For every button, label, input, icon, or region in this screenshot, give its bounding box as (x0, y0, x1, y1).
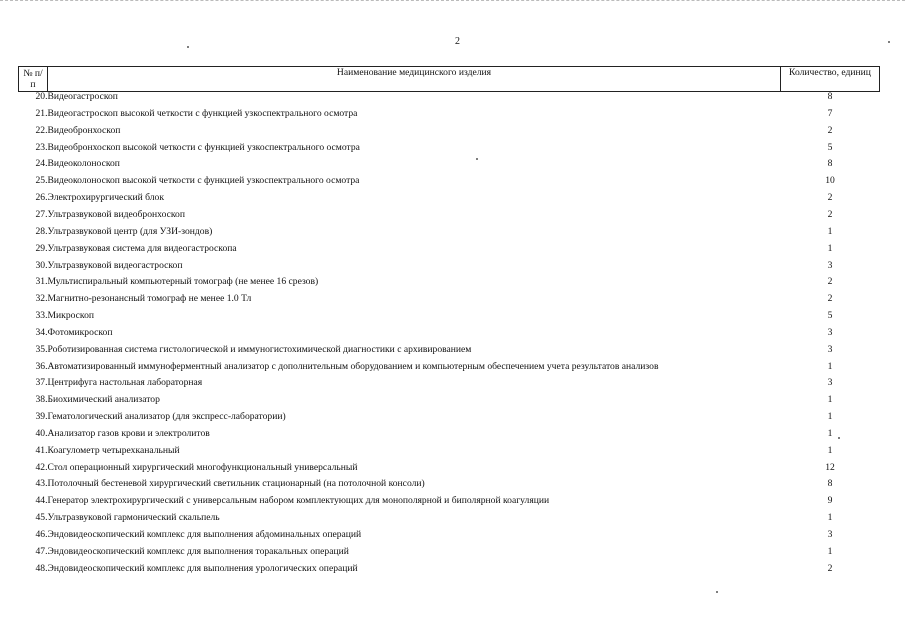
table-row (19, 530, 880, 547)
row-number: 40. (35, 427, 48, 439)
table-row (19, 395, 880, 412)
medical-devices-table (18, 66, 880, 581)
device-quantity: 8 (827, 91, 833, 103)
device-name: Биохимический анализатор (47, 394, 160, 406)
table-row (19, 244, 880, 261)
header-number: № п/п (19, 67, 48, 92)
device-name: Видеобронхоскоп высокой четкости с функцией узкоспектрального осмотра (47, 141, 360, 153)
device-quantity: 1 (827, 394, 833, 406)
row-number: 41. (35, 444, 48, 456)
device-quantity: 7 (827, 107, 833, 119)
device-name: Генератор электрохирургический с универсальным набором комплектующих для монополярной и биполярной коагуляции (47, 495, 550, 507)
device-quantity: 1 (827, 545, 833, 557)
table-row (19, 311, 880, 328)
row-number: 32. (35, 293, 48, 305)
device-quantity: 12 (825, 461, 835, 473)
device-quantity: 8 (827, 478, 833, 490)
table-row (19, 143, 880, 160)
table-row (19, 227, 880, 244)
table-row (19, 210, 880, 227)
device-quantity: 2 (827, 562, 833, 574)
row-number: 22. (35, 124, 48, 136)
device-name: Ультразвуковой видеогастроскоп (47, 259, 183, 271)
row-number: 27. (35, 208, 48, 220)
device-name: Магнитно-резонансный томограф не менее 1.0 Тл (47, 293, 252, 305)
device-name: Видеогастроскоп (47, 91, 118, 103)
row-number: 29. (35, 242, 48, 254)
table-row (19, 92, 880, 109)
row-number: 24. (35, 158, 48, 170)
scan-speck (187, 46, 189, 48)
table-row (19, 412, 880, 429)
row-number: 26. (35, 192, 48, 204)
device-quantity: 8 (827, 158, 833, 170)
table-row (19, 362, 880, 379)
row-number: 21. (35, 107, 48, 119)
table-row (19, 564, 880, 581)
device-quantity: 2 (827, 192, 833, 204)
row-number: 48. (35, 562, 48, 574)
table-row (19, 261, 880, 278)
device-name: Ультразвуковой видеобронхоскоп (47, 208, 185, 220)
device-quantity: 3 (827, 259, 833, 271)
row-number: 44. (35, 495, 48, 507)
table-row (19, 446, 880, 463)
row-number: 45. (35, 512, 48, 524)
device-name: Мультиспиральный компьютерный томограф (не менее 16 срезов) (47, 276, 319, 288)
table-row (19, 159, 880, 176)
device-quantity: 5 (827, 310, 833, 322)
table-row (19, 193, 880, 210)
row-number: 36. (35, 360, 48, 372)
row-number: 42. (35, 461, 48, 473)
row-number: 33. (35, 310, 48, 322)
row-number: 35. (35, 343, 48, 355)
device-name: Микроскоп (47, 310, 95, 322)
device-name: Ультразвуковая система для видеогастроскопа (47, 242, 237, 254)
row-number: 39. (35, 411, 48, 423)
device-name: Гематологический анализатор (для экспресс-лаборатории) (47, 411, 286, 423)
scan-speck (888, 41, 890, 43)
table-row (19, 513, 880, 530)
table-row (19, 126, 880, 143)
device-name: Видеоколоноскоп (47, 158, 120, 170)
device-name: Потолочный бестеневой хирургический светильник стационарный (на потолочной консоли) (47, 478, 425, 490)
table-header-row (19, 67, 880, 92)
table-row (19, 345, 880, 362)
row-number: 23. (35, 141, 48, 153)
header-device-name: Наименование медицинского изделия (48, 67, 781, 92)
table-body (19, 92, 880, 581)
device-name: Эндовидеоскопический комплекс для выполнения абдоминальных операций (47, 529, 362, 540)
device-quantity: 2 (827, 124, 833, 136)
device-name: Видеобронхоскоп (47, 124, 121, 136)
row-number: 28. (35, 225, 48, 237)
device-quantity: 1 (827, 512, 833, 524)
device-quantity: 10 (825, 175, 835, 187)
device-name: Анализатор газов крови и электролитов (47, 427, 210, 439)
device-name: Ультразвуковой гармонический скальпель (47, 512, 220, 524)
row-number: 46. (35, 529, 48, 540)
scan-speck (716, 591, 718, 593)
row-number: 25. (35, 175, 48, 187)
scan-top-edge (0, 0, 905, 2)
row-number: 34. (35, 326, 48, 338)
device-name: Центрифуга настольная лабораторная (47, 377, 203, 389)
device-quantity: 1 (827, 242, 833, 254)
table-row (19, 277, 880, 294)
device-name: Автоматизированный иммуноферментный анализатор с дополнительным оборудованием и компьютерным обеспечением учета результатов анализов (47, 360, 659, 372)
table-row (19, 328, 880, 345)
device-quantity: 1 (827, 411, 833, 423)
device-name: Эндовидеоскопический комплекс для выполнения торакальных операций (47, 545, 349, 557)
device-name: Электрохирургический блок (47, 192, 165, 204)
device-name: Стол операционный хирургический многофункциональный универсальный (47, 461, 358, 473)
row-number: 38. (35, 394, 48, 406)
device-quantity: 1 (827, 225, 833, 237)
device-quantity: 2 (827, 208, 833, 220)
table-row (19, 378, 880, 395)
device-quantity: 9 (827, 495, 833, 507)
device-name: Видеоколоноскоп высокой четкости с функцией узкоспектрального осмотра (47, 175, 360, 187)
row-number: 31. (35, 276, 48, 288)
row-number: 37. (35, 377, 48, 389)
device-name: Эндовидеоскопический комплекс для выполнения урологических операций (47, 562, 358, 574)
device-quantity: 1 (827, 427, 833, 439)
table-row (19, 294, 880, 311)
device-quantity: 1 (827, 444, 833, 456)
row-number: 20. (35, 91, 48, 103)
table-row (19, 496, 880, 513)
device-name: Ультразвуковой центр (для УЗИ-зондов) (47, 225, 213, 237)
table-row (19, 547, 880, 564)
table-row (19, 479, 880, 496)
table-row (19, 429, 880, 446)
device-quantity: 2 (827, 276, 833, 288)
row-number: 30. (35, 259, 48, 271)
row-number: 47. (35, 545, 48, 557)
device-name: Фотомикроскоп (47, 326, 113, 338)
device-quantity: 3 (827, 343, 833, 355)
device-quantity: 1 (827, 360, 833, 372)
device-name: Видеогастроскоп высокой четкости с функцией узкоспектрального осмотра (47, 107, 358, 119)
table-row (19, 109, 880, 126)
row-number: 43. (35, 478, 48, 490)
device-quantity: 3 (827, 529, 833, 540)
device-quantity: 2 (827, 293, 833, 305)
device-quantity: 5 (827, 141, 833, 153)
table-row (19, 176, 880, 193)
device-name: Коагулометр четырехканальный (47, 444, 180, 456)
table-row (19, 463, 880, 480)
device-quantity: 3 (827, 326, 833, 338)
page-number: 2 (455, 36, 460, 47)
device-quantity: 3 (827, 377, 833, 389)
device-name: Роботизированная система гистологической и иммуногистохимической диагностики с архивированием (47, 343, 472, 355)
header-quantity: Количество, единиц (781, 67, 880, 92)
